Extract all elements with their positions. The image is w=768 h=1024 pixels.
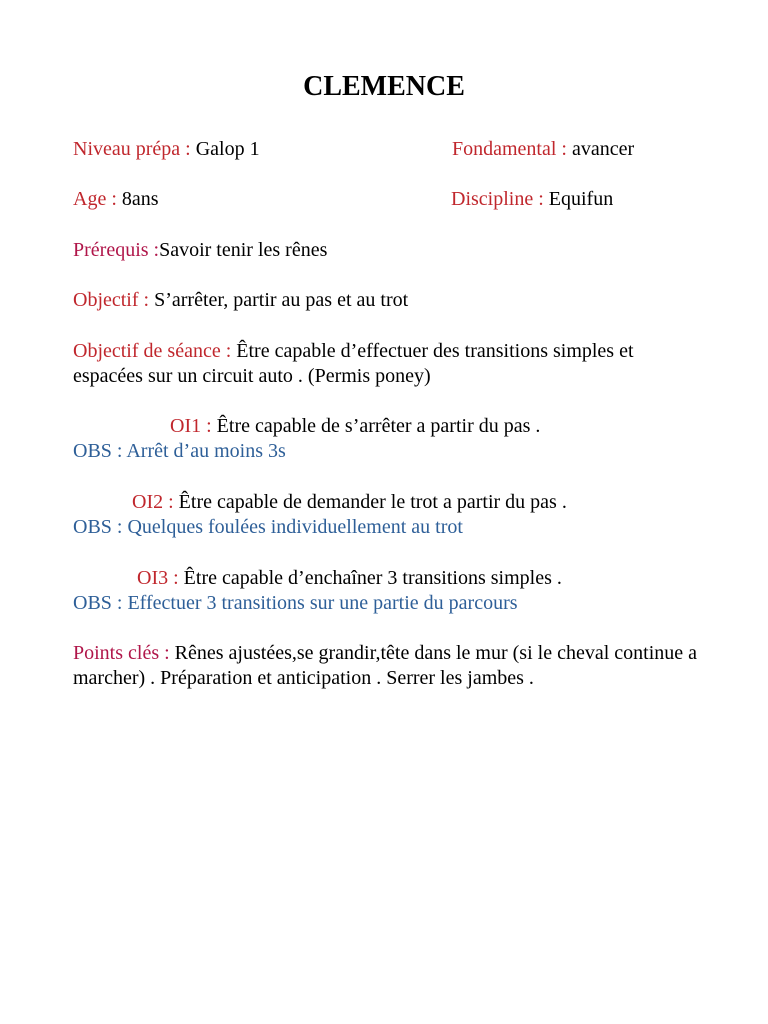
oi3-obs: OBS : Effectuer 3 transitions sur une partie du parcours <box>73 592 518 614</box>
niveau-label: Niveau prépa : <box>73 138 196 160</box>
oi1-value: Être capable de s’arrêter a partir du pas . <box>216 415 541 437</box>
discipline-label: Discipline : <box>451 188 549 210</box>
oi1-obs: OBS : Arrêt d’au moins 3s <box>73 440 286 462</box>
oi2-label: OI2 : <box>132 491 179 513</box>
fondamental-row <box>452 137 634 161</box>
niveau-value: Galop 1 <box>195 138 260 160</box>
prerequis-label: Prérequis : <box>73 239 160 261</box>
niveau-row <box>73 137 260 161</box>
oi2-value: Être capable de demander le trot a partir du pas . <box>178 491 567 513</box>
objectif-seance-label: Objectif de séance : <box>73 340 237 362</box>
points-cles-paragraph <box>73 641 703 691</box>
oi3-value: Être capable d’enchaîner 3 transitions simples . <box>183 567 562 589</box>
objectif-value: S’arrêter, partir au pas et au trot <box>154 289 409 311</box>
fondamental-label: Fondamental : <box>452 138 572 160</box>
prerequis-value: Savoir tenir les rênes <box>159 239 328 261</box>
discipline-row <box>451 187 613 211</box>
age-value: 8ans <box>121 188 159 210</box>
fondamental-value: avancer <box>571 138 635 160</box>
objectif-row <box>73 288 408 312</box>
objectif-label: Objectif : <box>73 289 155 311</box>
points-cles-label: Points clés : <box>73 642 175 664</box>
prerequis-row <box>73 238 327 262</box>
oi1-row <box>170 414 540 438</box>
objectif-seance-value: Être capable d’effectuer des transitions simples et espacées sur un circuit auto . (Permis poney) <box>73 340 634 387</box>
discipline-value: Equifun <box>548 188 614 210</box>
oi2-obs: OBS : Quelques foulées individuellement au trot <box>73 516 463 538</box>
oi1-label: OI1 : <box>170 415 217 437</box>
oi3-label: OI3 : <box>137 567 184 589</box>
oi2-row <box>132 490 567 514</box>
oi3-row <box>137 566 562 590</box>
age-label: Age : <box>73 188 122 210</box>
document-title: CLEMENCE <box>303 71 465 102</box>
age-row <box>73 187 159 211</box>
points-cles-value: Rênes ajustées,se grandir,tête dans le mur (si le cheval continue a marcher) . Préparation et anticipation . Serrer les jambes . <box>73 642 698 689</box>
objectif-seance-paragraph <box>73 339 663 389</box>
